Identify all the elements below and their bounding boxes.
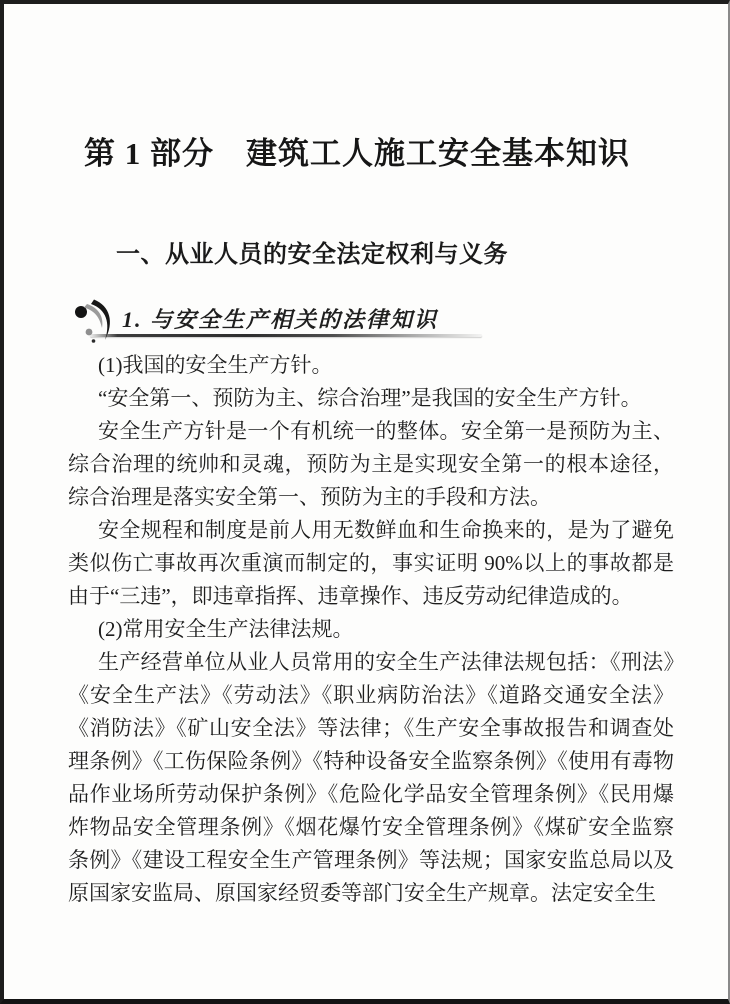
subsection-header (68, 297, 498, 349)
paragraph: 生产经营单位从业人员常用的安全生产法律法规包括：《刑法》《安全生产法》《劳动法》《职业病防治法》《道路交通安全法》《消防法》《矿山安全法》等法律；《生产安全事故报告和调查处理条例》《工伤保险条例》《特种设备安全监察条例》《使用有毒物品作业场所劳动保护条例》《危险化学品安全管理条例》《民用爆炸物品安全管理条例》《烟花爆竹安全管理条例》《煤矿安全监察条例》《建设工程安全生产管理条例》等法规；国家安监总局以及原国家安监局、原国家经贸委等部门安全生产规章。法定安全生 (68, 650, 674, 905)
paragraph: “安全第一、预防为主、综合治理”是我国的安全生产方针。 (98, 386, 642, 410)
paragraph: (2)常用安全生产法律法规。 (98, 617, 354, 641)
paragraph: (1)我国的安全生产方针。 (98, 353, 333, 377)
subsection-title: 1. 与安全生产相关的法律知识 (122, 307, 439, 332)
paragraph: 安全生产方针是一个有机统一的整体。安全第一是预防为主、综合治理的统帅和灵魂，预防为主是实现安全第一的根本途径，综合治理是落实安全第一、预防为主的手段和方法。 (68, 419, 674, 509)
heading-underline-rule (90, 334, 482, 337)
section-title: 一、从业人员的安全法定权利与义务 (116, 241, 508, 268)
paragraph: 安全规程和制度是前人用无数鲜血和生命换来的，是为了避免类似伤亡事故再次重演而制定的，事实证明 90%以上的事故都是由于“三违”，即违章指挥、违章操作、违反劳动纪律造成的。 (68, 518, 674, 608)
part-title: 第 1 部分 建筑工人施工安全基本知识 (84, 136, 630, 171)
body-text (68, 349, 674, 910)
comet-swoosh-bullet-icon (68, 297, 120, 345)
